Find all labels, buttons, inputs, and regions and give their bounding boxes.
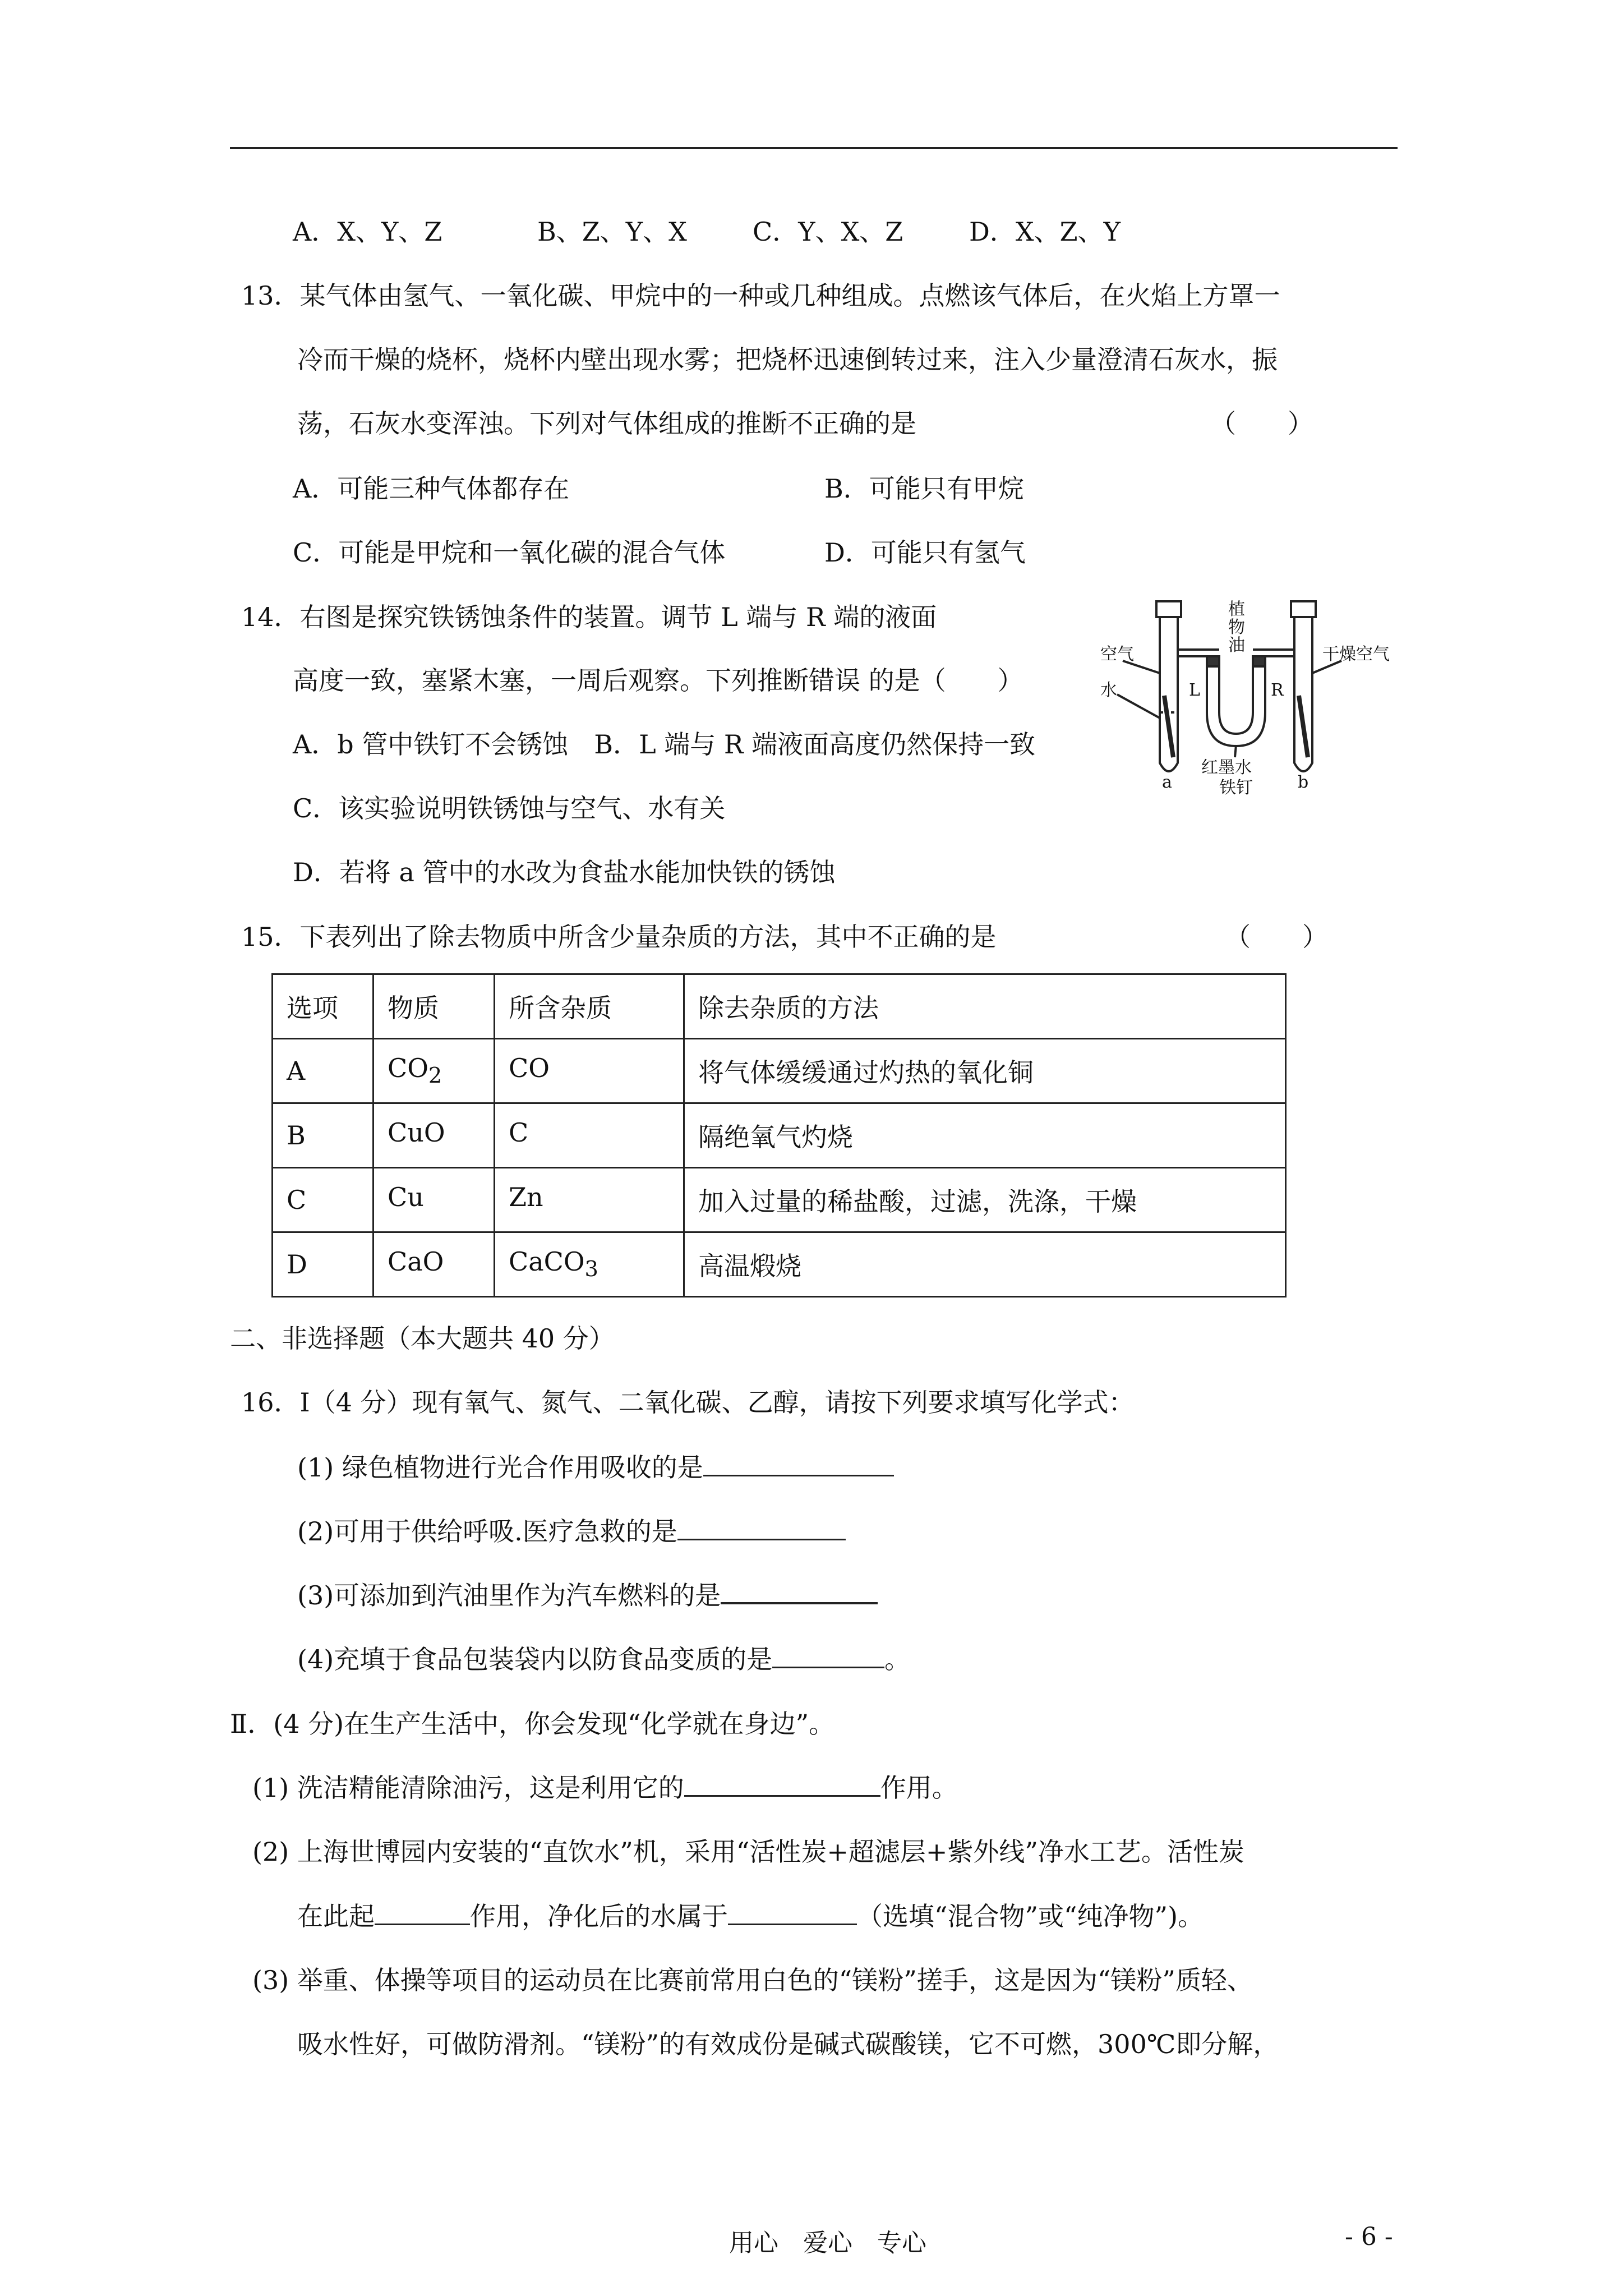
footer-slogan: 用心 爱心 专心 (729, 2229, 926, 2257)
table-cell: CO (495, 1039, 684, 1103)
q13-option-c: C．可能是甲烷和一氧化碳的混合气体 (293, 537, 726, 568)
table-row (273, 1168, 1286, 1232)
q16b-blank-3[interactable] (728, 1901, 857, 1925)
section-2-heading: 二、非选择题（本大题共 40 分） (230, 1323, 615, 1354)
fig-label-air: 空气 (1100, 645, 1134, 664)
q16b-item-2-line-1: (2) 上海世博园内安装的“直饮水”机，采用“活性炭+超滤层+紫外线”净水工艺。活性炭 (252, 1837, 1244, 1867)
fig-label-nail: 铁钉 (1219, 778, 1253, 797)
table-cell: $CO_2$ (374, 1039, 495, 1103)
table-row (273, 1039, 1286, 1103)
q16b-item-2-line-2: 在此起 作用，净化后的水属于 （选填“混合物”或“纯净物”)。 (297, 1901, 1204, 1931)
q16b-blank-1[interactable] (684, 1773, 880, 1797)
header-rule (230, 147, 1398, 149)
table-cell: B (273, 1103, 374, 1168)
fig-label-plant-oil-2: 物 (1228, 618, 1245, 637)
q16b-item-1: (1) 洗洁精能清除油污，这是利用它的 作用。 (252, 1773, 958, 1803)
q12-option-d: D．X、Z、Y (969, 217, 1121, 247)
fig-label-plant-oil-3: 油 (1228, 636, 1245, 655)
q16-item-4: (4)充填于食品包装袋内以防食品变质的是 。 (297, 1644, 911, 1674)
page-number: - 6 - (1345, 2223, 1393, 2251)
table-cell: 加入过量的稀盐酸，过滤，洗涤，干燥 (684, 1168, 1286, 1232)
table-cell: 隔绝氧气灼烧 (684, 1103, 1286, 1168)
fig-label-R: R (1271, 680, 1284, 700)
q16b-intro: Ⅱ．(4 分)在生产生活中，你会发现“化学就在身边”。 (230, 1709, 835, 1739)
q16-blank-3[interactable] (721, 1580, 878, 1604)
q16b-item-3-line-1: (3) 举重、体操等项目的运动员在比赛前常用白色的“镁粉”搓手，这是因为“镁粉”质轻、 (252, 1965, 1253, 1995)
table-header: 除去杂质的方法 (684, 974, 1286, 1039)
q14-option-ab: A．b 管中铁钉不会锈蚀 B．L 端与 R 端液面高度仍然保持一致 (293, 729, 1036, 760)
table-cell: CuO (374, 1103, 495, 1168)
q15-line: 15．下表列出了除去物质中所含少量杂质的方法，其中不正确的是 (241, 922, 997, 952)
fig-label-plant-oil-1: 植 (1228, 600, 1245, 619)
table-cell: 高温煅烧 (684, 1232, 1286, 1297)
impurity-table (271, 973, 1287, 1297)
fig-label-red-ink: 红墨水 (1201, 758, 1252, 777)
q14-option-d: D．若将 a 管中的水改为食盐水能加快铁的锈蚀 (293, 857, 836, 887)
table-header-row (273, 974, 1286, 1039)
q14-line-2: 高度一致，塞紧木塞，一周后观察。下列推断错误 的是（ ） (293, 665, 1023, 696)
q16-blank-2[interactable] (677, 1516, 846, 1540)
q13-option-d: D．可能只有氢气 (824, 537, 1026, 568)
rust-experiment-figure (1100, 595, 1403, 797)
q16-blank-4[interactable] (772, 1644, 884, 1668)
fig-label-dry-air: 干燥空气 (1322, 645, 1390, 664)
q16-item-1: (1) 绿色植物进行光合作用吸收的是 (297, 1451, 894, 1484)
table-cell: A (273, 1039, 374, 1103)
table-row (273, 1232, 1286, 1297)
table-cell: C (273, 1168, 374, 1232)
q13-option-b: B．可能只有甲烷 (824, 473, 1024, 504)
table-row (273, 1103, 1286, 1168)
table-cell: Zn (495, 1168, 684, 1232)
q13-answer-paren: （ ） (1210, 408, 1313, 439)
table-header: 物质 (374, 974, 495, 1039)
fig-label-a: a (1162, 772, 1172, 792)
q16-item-3: (3)可添加到汽油里作为汽车燃料的是 (297, 1579, 878, 1612)
q16-item-2: (2)可用于供给呼吸.医疗急救的是 (297, 1515, 846, 1548)
q13-line-3: 荡，石灰水变浑浊。下列对气体组成的推断不正确的是 (297, 408, 916, 439)
q13-option-a: A．可能三种气体都存在 (293, 473, 570, 504)
q16-intro: 16．Ⅰ（4 分）现有氧气、氮气、二氧化碳、乙醇，请按下列要求填写化学式： (241, 1387, 1135, 1418)
q12-option-c: C．Y、X、Z (753, 217, 903, 247)
fig-label-L: L (1189, 680, 1200, 700)
q13-line-1: 13．某气体由氢气、一氧化碳、甲烷中的一种或几种组成。点燃该气体后，在火焰上方罩一 (241, 280, 1280, 311)
table-cell: Cu (374, 1168, 495, 1232)
table-cell: D (273, 1232, 374, 1297)
table-header: 所含杂质 (495, 974, 684, 1039)
q16-blank-1[interactable] (703, 1452, 894, 1476)
q14-line-1: 14．右图是探究铁锈蚀条件的装置。调节 L 端与 R 端的液面 (241, 602, 937, 632)
q12-option-b: B、Z、Y、X (537, 217, 687, 247)
table-cell: CaCO$_3$ (495, 1232, 684, 1297)
table-header: 选项 (273, 974, 374, 1039)
table-cell: CaO (374, 1232, 495, 1297)
fig-label-b: b (1298, 772, 1309, 792)
q16b-blank-2[interactable] (375, 1901, 470, 1925)
fig-label-water: 水 (1100, 680, 1117, 700)
q15-answer-paren: （ ） (1225, 922, 1328, 952)
table-cell: C (495, 1103, 684, 1168)
q14-option-c: C．该实验说明铁锈蚀与空气、水有关 (293, 793, 726, 823)
q12-option-a: A．X、Y、Z (293, 217, 442, 247)
table-cell: 将气体缓缓通过灼热的氧化铜 (684, 1039, 1286, 1103)
q16b-item-3-line-2: 吸水性好，可做防滑剂。“镁粉”的有效成份是碱式碳酸镁，它不可燃，300℃即分解， (297, 2029, 1279, 2059)
q13-line-2: 冷而干燥的烧杯，烧杯内壁出现水雾；把烧杯迅速倒转过来，注入少量澄清石灰水，振 (297, 344, 1278, 375)
